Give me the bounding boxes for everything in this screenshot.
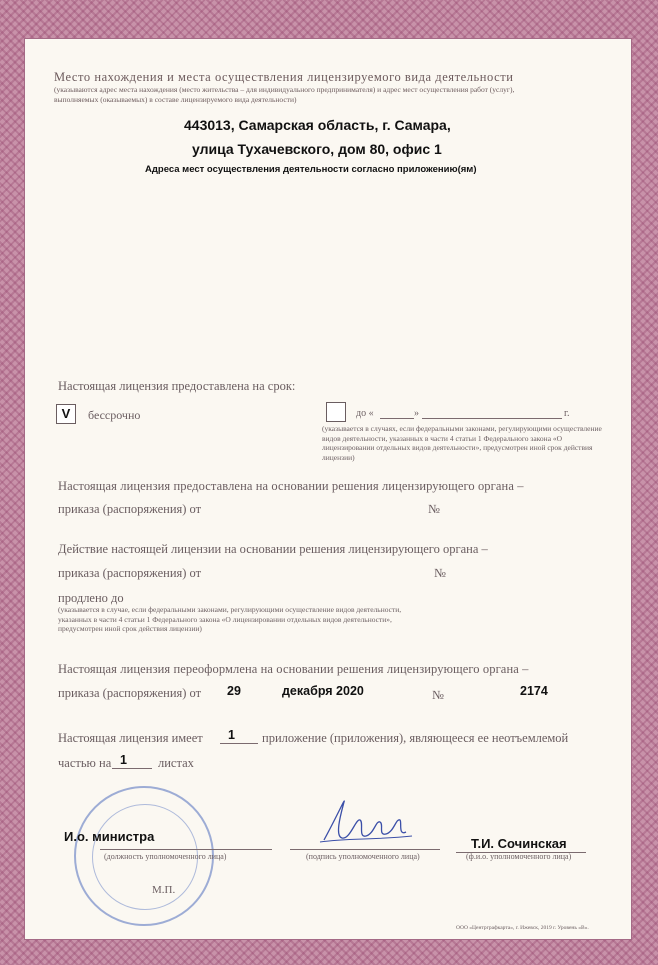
header-title: Место нахождения и места осуществления лицензируемого вида деятельности [54,70,514,84]
signatory-name: Т.И. Сочинская [471,836,567,851]
position-note: (должность уполномоченного лица) [104,852,227,861]
appendix-part-suffix: листах [158,756,194,770]
reissue-number-sign: № [432,688,444,702]
signatory-position: И.о. министра [64,829,155,844]
extension-line-1: Действие настоящей лицензии на основании решения лицензирующего органа – [58,542,488,556]
seal-place-label: М.П. [152,884,176,896]
appendix-pages-line [112,768,152,769]
appendix-count: 1 [228,728,235,742]
until-suffix: г. [564,408,570,419]
extension-line-2: приказа (распоряжения) от [58,566,202,580]
until-prefix: до « [356,408,374,419]
until-date-line [422,418,562,419]
appendix-count-line [220,743,258,744]
basis-line-1: Настоящая лицензия предоставлена на основании решения лицензирующего органа – [58,479,524,493]
appendix-pages: 1 [120,753,127,767]
address-line-2: улица Тухачевского, дом 80, офис 1 [192,141,442,157]
basis-line-2: приказа (распоряжения) от [58,502,202,516]
header-note-1: (указываются адрес места нахождения (место жительства – для индивидуального предпринимателя) и адрес мест осуществления работ (услуг), [54,85,515,94]
signature-note: (подпись уполномоченного лица) [306,852,420,861]
signature-line [290,849,440,850]
reissue-number: 2174 [520,684,548,698]
until-day-line [380,418,414,419]
until-checkbox [326,402,346,422]
appendix-prefix: Настоящая лицензия имеет [58,731,203,745]
printer-footer: ООО «Центрграфкарта», г. Ижевск, 2019 г. Уровень «В». [456,925,589,931]
appendix-suffix: приложение (приложения), являющееся ее неотъемлемой [262,731,569,745]
signature-mark [316,788,416,850]
reissue-line-2: приказа (распоряжения) от [58,686,202,700]
extension-line-3: продлено до [58,591,124,605]
extension-number-sign: № [434,566,446,580]
address-places: Адреса мест осуществления деятельности согласно приложению(ям) [145,164,477,175]
name-note: (ф.и.о. уполномоченного лица) [466,852,572,861]
reissue-day: 29 [227,684,241,698]
term-label: Настоящая лицензия предоставлена на срок: [58,379,296,393]
until-note: (указывается в случаях, если федеральными законами, регулирующими осуществление видов деятельности, указанных в части 4 статьи 1 Федерального закона «О лицензировании отдельных видов деятельности», предусмотрен иной срок действия лицензии) [322,424,602,462]
perpetual-label: бессрочно [88,408,141,422]
appendix-part-prefix: частью на [58,756,112,770]
reissue-line-1: Настоящая лицензия переоформлена на основании решения лицензирующего органа – [58,662,529,676]
until-mid: » [414,408,419,419]
basis-number-sign: № [428,502,440,516]
header-note-2: выполняемых (оказываемых) в составе лицензируемого вида деятельности) [54,95,297,104]
reissue-month-year: декабря 2020 [282,684,364,698]
position-line [100,849,272,850]
address-line-1: 443013, Самарская область, г. Самара, [184,117,451,133]
perpetual-checkbox: V [56,404,76,424]
extension-note: (указывается в случае, если федеральными законами, регулирующими осуществление видов деятельности, указанных в части 4 статьи 1 Федерального закона «О лицензировании отдельных видов деятельности», предусмотрен иной срок действия лицензии) [58,605,402,633]
